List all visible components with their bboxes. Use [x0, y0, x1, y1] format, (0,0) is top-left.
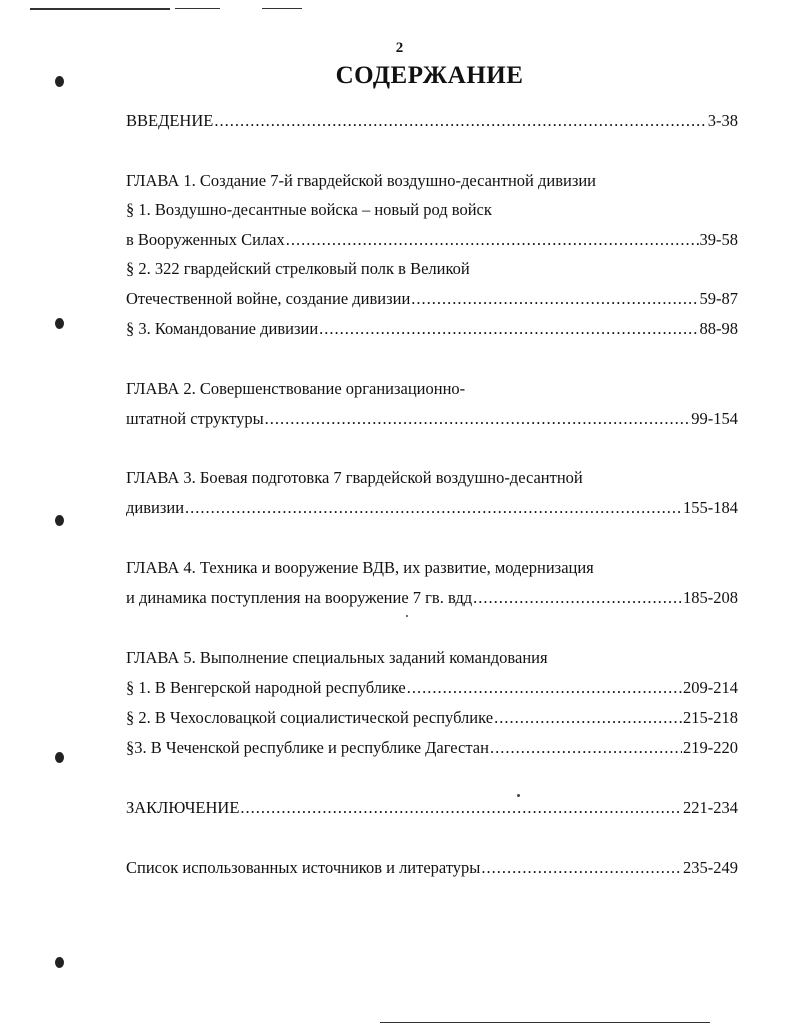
toc-section-1-2	[126, 288, 738, 310]
toc-leader-dots	[240, 797, 682, 819]
toc-entry-pages: 219-220	[683, 738, 738, 757]
toc-leader-dots	[286, 229, 699, 251]
toc-entry-pages: 185-208	[683, 588, 738, 607]
toc-section-1-3	[126, 318, 738, 340]
binder-hole-mark	[55, 752, 64, 763]
toc-entry-text: §3. В Чеченской республике и республике Дагестан	[126, 738, 489, 757]
toc-entry-pages: 209-214	[683, 678, 738, 697]
toc-leader-dots	[319, 318, 698, 340]
toc-entry-pages: 99-154	[691, 409, 738, 428]
toc-entry-text: ВВЕДЕНИЕ	[126, 111, 214, 130]
toc-entry-text: штатной структуры	[126, 409, 264, 428]
toc-leader-dots	[481, 857, 682, 879]
toc-entry-text: Список использованных источников и литературы	[126, 858, 481, 877]
toc-entry-text: § 3. Командование дивизии	[126, 319, 319, 338]
toc-chapter-2-line1: ГЛАВА 2. Совершенствование организационно-	[126, 379, 466, 398]
toc-section-1-2-line1: § 2. 322 гвардейский стрелковый полк в Великой	[126, 259, 470, 278]
toc-entry-pages: 88-98	[699, 319, 738, 338]
toc-leader-dots	[214, 110, 706, 132]
toc-entry-pages: 221-234	[683, 798, 738, 817]
toc-entry-pages: 235-249	[683, 858, 738, 877]
toc-entry-pages: 3-38	[707, 111, 738, 130]
scan-speck	[406, 615, 408, 617]
toc-entry-pages: 59-87	[699, 289, 738, 308]
toc-leader-dots	[490, 737, 682, 759]
toc-chapter-1-heading: ГЛАВА 1. Создание 7-й гвардейской воздушно-десантной дивизии	[126, 171, 597, 190]
toc-chapter-4-line1: ГЛАВА 4. Техника и вооружение ВДВ, их развитие, модернизация	[126, 558, 594, 577]
scan-edge-line	[175, 8, 220, 9]
toc-entry-intro	[126, 110, 738, 132]
toc-entry-text: ЗАКЛЮЧЕНИЕ	[126, 798, 240, 817]
toc-chapter-3	[126, 497, 738, 519]
binder-hole-mark	[55, 957, 64, 968]
toc-leader-dots	[473, 587, 682, 609]
toc-chapter-4	[126, 587, 738, 609]
toc-leader-dots	[265, 408, 691, 430]
toc-entry-text: Отечественной войне, создание дивизии	[126, 289, 411, 308]
toc-chapter-2	[126, 408, 738, 430]
toc-entry-pages: 215-218	[683, 708, 738, 727]
scan-edge-line	[262, 8, 302, 9]
toc-entry-text: в Вооруженных Силах	[126, 230, 285, 249]
toc-section-1-1-line1: § 1. Воздушно-десантные войска – новый род войск	[126, 200, 492, 219]
toc-chapter-5-heading: ГЛАВА 5. Выполнение специальных заданий командования	[126, 648, 548, 667]
toc-entry-text: § 1. В Венгерской народной республике	[126, 678, 406, 697]
toc-entry-text: § 2. В Чехословацкой социалистической республике	[126, 708, 494, 727]
page-title: СОДЕРЖАНИЕ	[335, 62, 524, 89]
toc-entry-text: дивизии	[126, 498, 185, 517]
binder-hole-mark	[55, 318, 64, 329]
toc-entry-conclusion	[126, 797, 738, 819]
toc-entry-pages: 39-58	[699, 230, 738, 249]
toc-leader-dots	[407, 677, 682, 699]
toc-section-5-1	[126, 677, 738, 699]
toc-leader-dots	[411, 288, 698, 310]
toc-entry-sources	[126, 857, 738, 879]
toc-section-5-3	[126, 737, 738, 759]
toc-leader-dots	[494, 707, 682, 729]
toc-leader-dots	[185, 497, 682, 519]
binder-hole-mark	[55, 515, 64, 526]
toc-section-1-1	[126, 229, 738, 251]
scan-edge-line	[380, 1022, 710, 1023]
scan-edge-line	[30, 8, 170, 10]
toc-entry-pages: 155-184	[683, 498, 738, 517]
toc-chapter-3-line1: ГЛАВА 3. Боевая подготовка 7 гвардейской воздушно-десантной	[126, 468, 583, 487]
toc-section-5-2	[126, 707, 738, 729]
page-number: 2	[395, 40, 404, 56]
toc-entry-text: и динамика поступления на вооружение 7 гв. вдд	[126, 588, 473, 607]
